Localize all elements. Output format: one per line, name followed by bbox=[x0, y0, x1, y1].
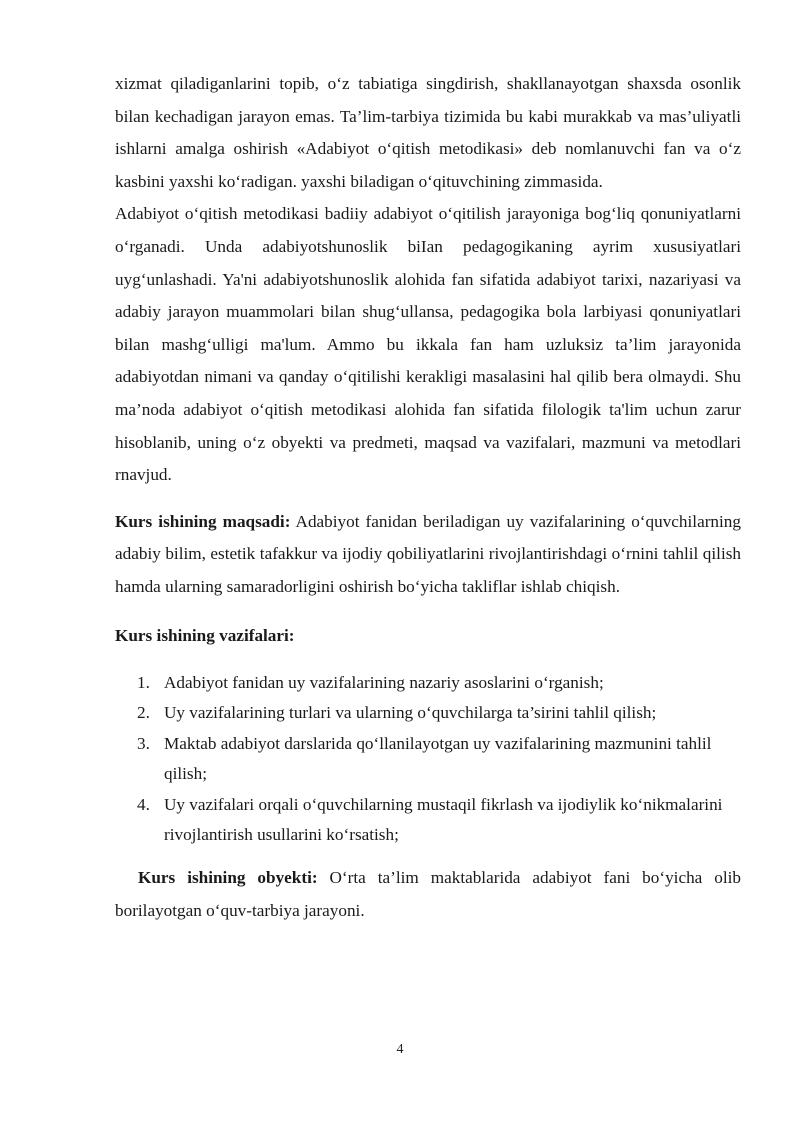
page-content bbox=[115, 68, 741, 927]
list-item-number: 1. bbox=[137, 672, 150, 692]
tasks-list bbox=[115, 668, 741, 851]
list-item-text: Uy vazifalarining turlari va ularning o‘quvchilarga ta’sirini tahlil qilish; bbox=[164, 703, 657, 722]
goal-text: Adabiyot fanidan beriladigan uy vazifalarining o‘quvchilarning adabiy bilim, estetik tafakkur va ijodiy qobiliyatlarini rivojlantirishdagi o‘rnini tahlil qilish hamda ularning samaradorligini oshirish bo‘yicha takliflar ishlab chiqish. bbox=[115, 511, 741, 596]
list-item-text: Maktab adabiyot darslarida qo‘llanilayotgan uy vazifalarining mazmunini tahlil qilish; bbox=[164, 733, 712, 783]
goal-label: Kurs ishining maqsadi: bbox=[115, 511, 291, 531]
paragraph-methodology: Adabiyot o‘qitish metodikasi badiiy adabiyot o‘qitilish jarayoniga bog‘liq qonuniyatlarni o‘rganadi. Unda adabiyotshunoslik biIan pedagogikaning ayrim xususiyatlari uyg‘unlashadi. Ya'ni adabiyotshunoslik alohida fan sifatida adabiyot tarixi, nazariyasi va adabiy jarayon muammolari bilan shug‘ullansa, pedagogika bola larbiyasi qonuniyatlari bilan mashg‘ulligi ma'lum. Ammo bu ikkala fan ham uzluksiz ta’lim jarayonida adabiyotdan nimani va qanday o‘qitilishi kerakligi masalasini hal qilib bera olmaydi. Shu ma’noda adabiyot o‘qitish metodikasi alohida fan sifatida filologik ta'lim uchun zarur hisoblanib, uning o‘z obyekti va predmeti, maqsad va vazifalari, mazmuni va metodlari rnavjud. bbox=[115, 204, 741, 485]
paragraph-intro: xizmat qiladiganlarini topib, o‘z tabiatiga singdirish, shakllanayotgan shaxsda osonlik bilan kechadigan jarayon emas. Ta’lim-tarbiya tizimida bu kabi murakkab va mas’uliyatli ishlarni amalga oshirish «Adabiyot o‘qitish metodikasi» deb nomlanuvchi fan va o‘z kasbini yaxshi ko‘radigan. yaxshi biladigan o‘qituvchining zimmasida. bbox=[115, 74, 741, 191]
list-item-number: 2. bbox=[137, 703, 150, 722]
object-text: O‘rta ta’lim maktablarida adabiyot fani bo‘yicha olib borilayotgan o‘quv-tarbiya jarayoni. bbox=[115, 867, 741, 920]
list-item bbox=[115, 698, 729, 729]
list-item-text: Adabiyot fanidan uy vazifalarining nazariy asoslarini o‘rganish; bbox=[164, 672, 604, 692]
list-item-number: 4. bbox=[137, 794, 150, 814]
list-item bbox=[115, 790, 729, 851]
paragraph-object bbox=[115, 861, 741, 927]
page-number: 4 bbox=[396, 1042, 404, 1057]
list-item-text: Uy vazifalari orqali o‘quvchilarning mustaqil fikrlash va ijodiylik ko‘nikmalarini rivojlantirish usullarini ko‘rsatish; bbox=[164, 794, 723, 844]
list-item-number: 3. bbox=[137, 733, 150, 753]
list-item bbox=[115, 729, 729, 790]
paragraph-goal bbox=[115, 506, 741, 604]
tasks-heading: Kurs ishining vazifalari: bbox=[115, 625, 295, 645]
list-item bbox=[115, 668, 729, 699]
object-label: Kurs ishining obyekti: bbox=[138, 867, 318, 887]
